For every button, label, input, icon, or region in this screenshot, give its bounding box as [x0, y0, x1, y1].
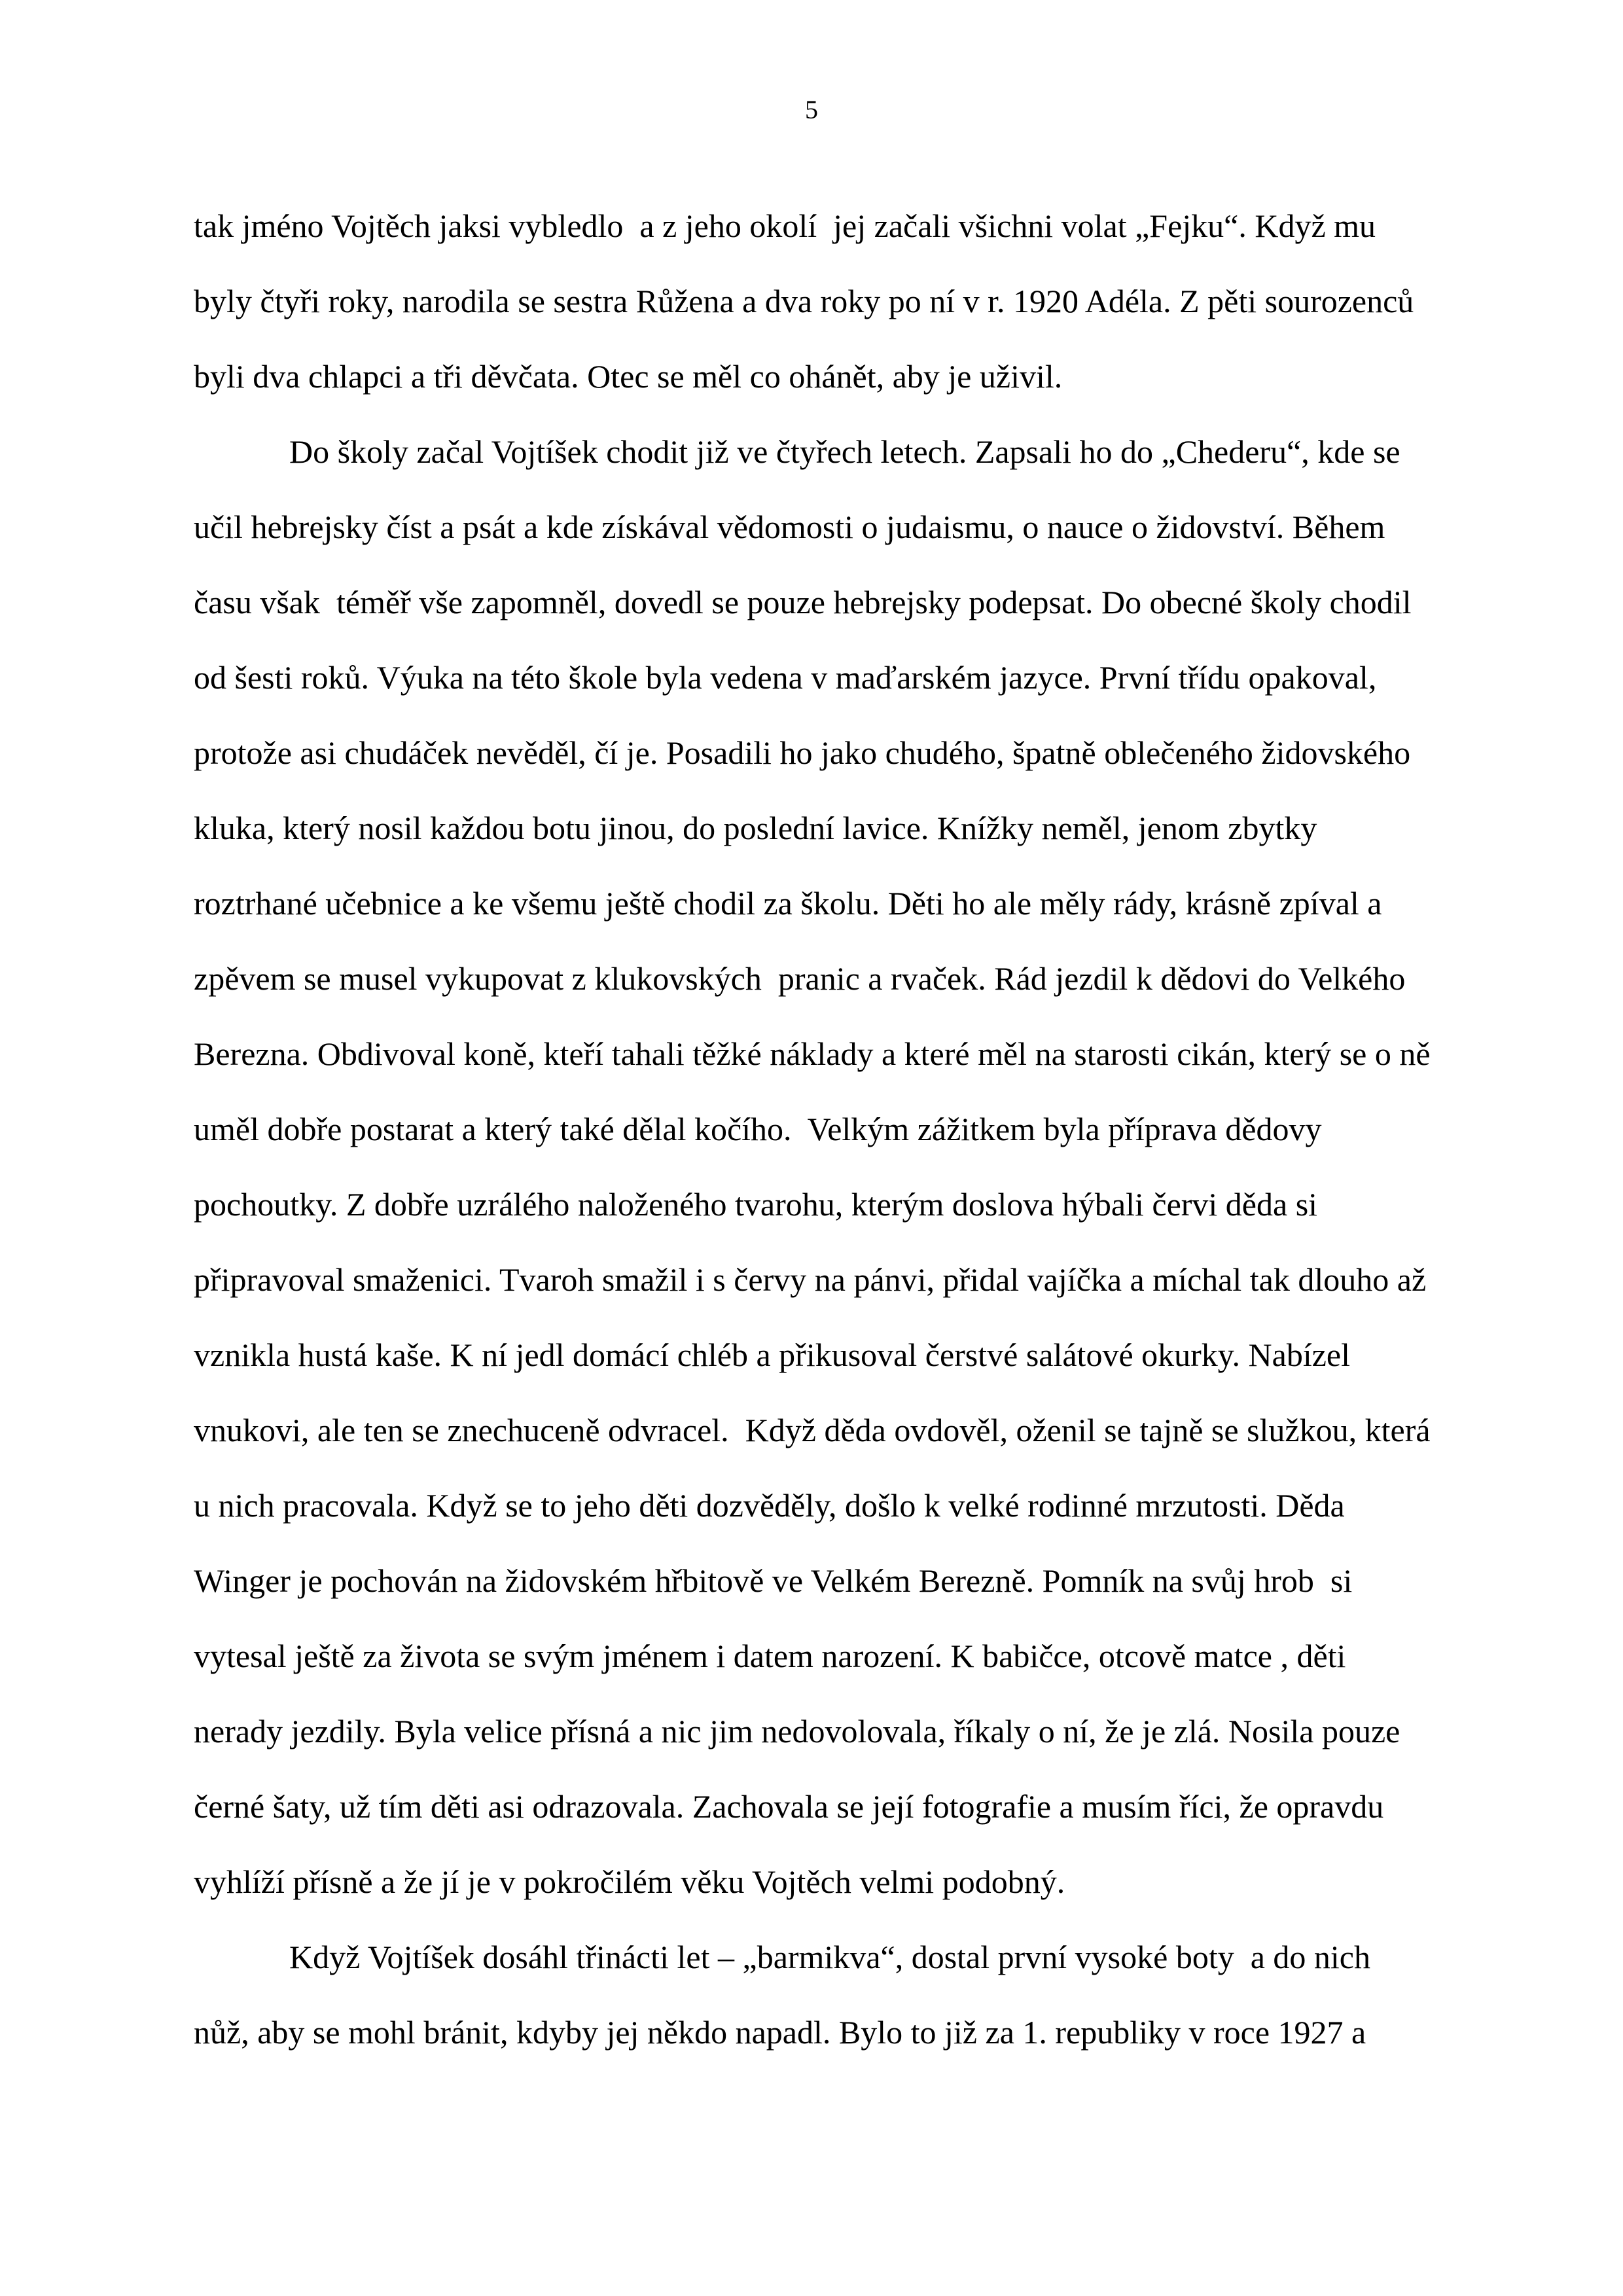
- text-line: vyhlíží přísně a že jí je v pokročilém věku Vojtěch velmi podobný.: [194, 1863, 1065, 1900]
- text-line: byli dva chlapci a tři děvčata. Otec se měl co ohánět, aby je uživil.: [194, 358, 1063, 395]
- text-line: černé šaty, už tím děti asi odrazovala. Zachovala se její fotografie a musím říci, že opravdu: [194, 1788, 1384, 1825]
- text-line: Winger je pochován na židovském hřbitově ve Velkém Berezně. Pomník na svůj hrob si: [194, 1562, 1353, 1599]
- text-line: připravoval smaženici. Tvaroh smažil i s červy na pánvi, přidal vajíčka a míchal tak dlouho až: [194, 1261, 1427, 1298]
- text-line: byly čtyři roky, narodila se sestra Růžena a dva roky po ní v r. 1920 Adéla. Z pěti sourozenců: [194, 283, 1414, 319]
- text-line: kluka, který nosil každou botu jinou, do poslední lavice. Knížky neměl, jenom zbytky: [194, 810, 1317, 846]
- text-line: uměl dobře postarat a který také dělal kočího. Velkým zážitkem byla příprava dědovy: [194, 1111, 1322, 1147]
- text-line: u nich pracovala. Když se to jeho děti dozvěděly, došlo k velké rodinné mrzutosti. Děda: [194, 1487, 1345, 1524]
- text-line: Berezna. Obdivoval koně, kteří tahali těžké náklady a které měl na starosti cikán, který se o ně: [194, 1035, 1431, 1072]
- paragraph-start-line: Do školy začal Vojtíšek chodit již ve čtyřech letech. Zapsali ho do „Chederu“, kde se: [289, 433, 1400, 470]
- body-text: [194, 188, 1437, 2070]
- text-line: nůž, aby se mohl bránit, kdyby jej někdo napadl. Bylo to již za 1. republiky v roce 1927 a: [194, 2014, 1366, 2051]
- text-line: času však téměř vše zapomněl, dovedl se pouze hebrejsky podepsat. Do obecné školy chodil: [194, 584, 1412, 620]
- text-line: tak jméno Vojtěch jaksi vybledlo a z jeho okolí jej začali všichni volat „Fejku“. Když mu: [194, 207, 1376, 244]
- text-line: vytesal ještě za života se svým jménem i datem narození. K babičce, otcově matce , děti: [194, 1638, 1346, 1674]
- text-line: nerady jezdily. Byla velice přísná a nic jim nedovolovala, říkaly o ní, že je zlá. Nosila pouze: [194, 1713, 1400, 1749]
- text-line: vnukovi, ale ten se znechuceně odvracel. Když děda ovdověl, oženil se tajně se služkou, která: [194, 1412, 1431, 1448]
- text-line: protože asi chudáček nevěděl, čí je. Posadili ho jako chudého, špatně oblečeného židovského: [194, 734, 1411, 771]
- text-line: pochoutky. Z dobře uzrálého naloženého tvarohu, kterým doslova hýbali červi děda si: [194, 1186, 1318, 1223]
- text-line: od šesti roků. Výuka na této škole byla vedena v maďarském jazyce. První třídu opakoval,: [194, 659, 1377, 696]
- text-line: zpěvem se musel vykupovat z klukovských pranic a rvaček. Rád jezdil k dědovi do Velkého: [194, 960, 1406, 997]
- page-number: 5: [805, 95, 818, 124]
- text-line: roztrhané učebnice a ke všemu ještě chodil za školu. Děti ho ale měly rády, krásně zpíval a: [194, 885, 1382, 922]
- text-line: vznikla hustá kaše. K ní jedl domácí chléb a přikusoval čerstvé salátové okurky. Nabízel: [194, 1336, 1351, 1373]
- text-line: učil hebrejsky číst a psát a kde získával vědomosti o judaismu, o nauce o židovství. Během: [194, 509, 1385, 545]
- paragraph-start-line: Když Vojtíšek dosáhl třinácti let – „barmikva“, dostal první vysoké boty a do nich: [289, 1939, 1371, 1975]
